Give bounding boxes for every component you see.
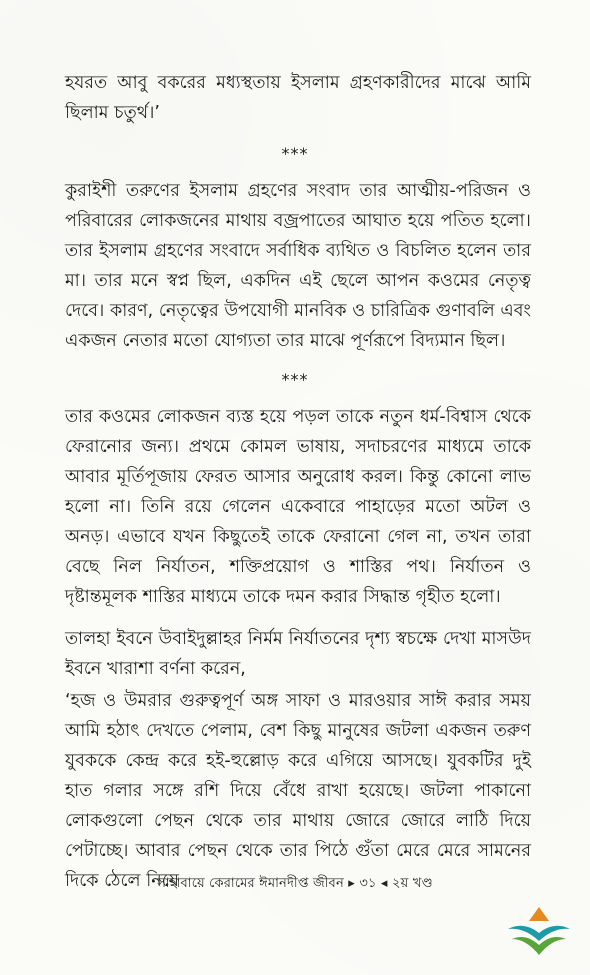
paragraph-4: তালহা ইবনে উবাইদুল্লাহর নির্মম নির্যাতনের দৃশ্য স্বচক্ষে দেখা মাসউদ ইবনে খারাশা বর্ণনা করেন, [65, 629, 531, 679]
paragraph-2: কুরাইশী তরুণের ইসলাম গ্রহণের সংবাদ তার আত্মীয়-পরিজন ও পরিবারের লোকজনের মাথায় বজ্রপাতের আঘাত হয়ে পতিত হলো। তার ইসলাম গ্রহণের সংবাদে সর্বাধিক ব্যথিত ও বিচলিত হলেন তার মা। তার মনে স্বপ্ন ছিল, একদিন এই ছেলে আপন কওমের নেতৃত্ব দেবে। কারণ, নেতৃত্বের উপযোগী মানবিক ও চারিত্রিক গুণাবলি এবং একজন নেতার মতো যোগ্যতা তার মাঝে পূর্ণরূপে বিদ্যমান ছিল। [65, 181, 531, 351]
paragraph-5: ‘হজ ও উমরার গুরুত্বপূর্ণ অঙ্গ সাফা ও মারওয়ার সাঈ করার সময় আমি হঠাৎ দেখতে পেলাম, বেশ কিছু মানুষের জটলা একজন তরুণ যুবককে কেন্দ্র করে হই-হুল্লোড় করে এগিয়ে আসছে। যুবকটির দুই হাত গলার সঙ্গে রশি দিয়ে বেঁধে রাখা হয়েছে। জটলা পাকানো লোকগুলো পেছন থেকে তার মাথায় জোরে জোরে লাঠি দিয়ে পেটাচ্ছে। আবার পেছন থেকে তার পিঠে গুঁতা মেরে মেরে সামনের দিকে ঠেলে নিয়ে [65, 691, 531, 891]
logo-orange-shape [529, 907, 549, 921]
paragraph-3: তার কওমের লোকজন ব্যস্ত হয়ে পড়ল তাকে নতুন ধর্ম-বিশ্বাস থেকে ফেরানোর জন্য। প্রথমে কোমল ভাষায়, সদাচরণের মাধ্যমে তাকে আবার মূর্তিপূজায় ফেরত আসার অনুরোধ করল। কিন্তু কোনো লাভ হলো না। তিনি রয়ে গেলেন একেবারে পাহাড়ের মতো অটল ও অনড়। এভাবে যখন কিছুতেই তাকে ফেরানো গেল না, তখন তারা বেছে নিল নির্যাতন, শক্তিপ্রয়োগ ও শাস্তির পথ। নির্যাতন ও দৃষ্টান্তমূলক শাস্তির মাধ্যমে তাকে দমন করার সিদ্ধান্ত গৃহীত হলো। [65, 407, 531, 607]
paragraph-1: হযরত আবু বকরের মধ্যস্থতায় ইসলাম গ্রহণকারীদের মাঝে আমি ছিলাম চতুর্থ।’ [65, 73, 531, 123]
section-separator-2: *** [281, 370, 309, 389]
page-footer: সাহাবায়ে কেরামের ঈমানদীপ্ত জীবন ▸ ৩১ ◂ ২য় খণ্ড [157, 876, 433, 891]
publisher-logo-icon [502, 903, 576, 963]
section-separator-1: *** [281, 144, 309, 163]
